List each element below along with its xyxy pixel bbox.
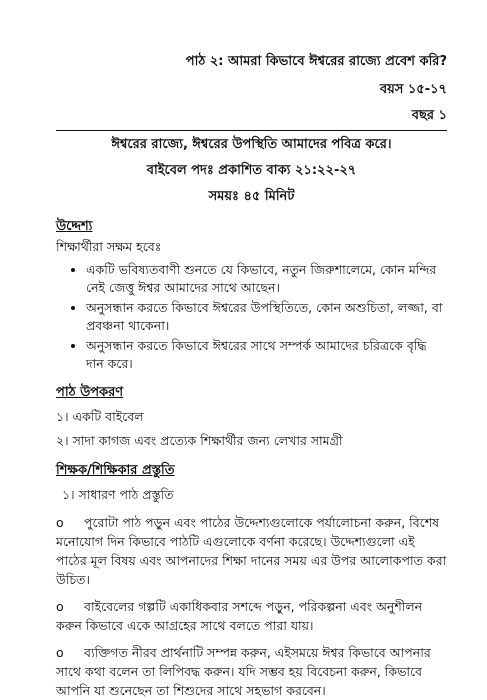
hollow-bullet-icon: o bbox=[56, 515, 64, 530]
preparation-step bbox=[56, 513, 447, 589]
preparation-step-text: বাইবেলের গল্পটি একাধিকবার সশব্দে পড়ুন, পরিকল্পনা এবং অনুশীলন করুন কিভাবে একে আগ্রহের সাথে বলতে পারা যায়। bbox=[56, 599, 423, 633]
objectives-list bbox=[56, 261, 447, 373]
objectives-intro: শিক্ষার্থীরা সক্ষম হবেঃ bbox=[56, 239, 162, 254]
material-item: ১। একটি বাইবেল bbox=[56, 409, 144, 424]
objective-item: • অনুসন্ধান করতে কিভাবে ঈশ্বরের উপস্থিতিতে, কোন অশুচিতা, লজ্জা, বা প্রবঞ্চনা থাকেনা। bbox=[86, 299, 447, 335]
lesson-duration: সময়ঃ ৪৫ মিনিট bbox=[208, 189, 295, 204]
preparation-step-text: ব্যক্তিগত নীরব প্রার্থনাটি সম্পন্ন করুন, এইসময়ে ঈশ্বর কিভাবে আপনার সাথে কথা বলেন তা লিপিবদ্ধ করুন। যদি সম্ভব হয় বিবেচনা করুন, কিভাবে আপনি যা শুনেছেন তা শিশুদের সাথে সহভাগ করবেন। bbox=[56, 645, 431, 698]
preparation-step bbox=[56, 597, 447, 635]
preparation-heading: শিক্ষক/শিক্ষিকার প্রস্তুতি bbox=[56, 463, 175, 478]
header-divider bbox=[56, 130, 447, 131]
materials-heading: পাঠ উপকরণ bbox=[56, 385, 124, 400]
preparation-step bbox=[56, 643, 447, 700]
preparation-subheading: ১। সাধারণ পাঠ প্রস্তুতি bbox=[62, 487, 174, 502]
hollow-bullet-icon: o bbox=[56, 599, 64, 614]
objective-item: • অনুসন্ধান করতে কিভাবে ঈশ্বরের সাথে সম্পর্ক আমাদের চরিত্রকে বৃদ্ধি দান করে। bbox=[86, 337, 447, 373]
material-item: ২। সাদা কাগজ এবং প্রত্যেক শিক্ষার্থীর জন্য লেখার সামগ্রী bbox=[56, 433, 343, 448]
objective-item: • একটি ভবিষ্যতবাণী শুনতে যে কিভাবে, নতুন জিরুশালেমে, কোন মন্দির নেই জেত্তু ঈশ্বর আমাদের সাথে আছেন। bbox=[86, 261, 447, 297]
hollow-bullet-icon: o bbox=[56, 645, 64, 660]
age-range: বয়স ১৫-১৭ bbox=[379, 82, 447, 97]
year-label: বছর ১ bbox=[411, 108, 447, 123]
bible-passage: বাইবেল পদঃ প্রকাশিত বাক্য ২১:২২-২৭ bbox=[146, 163, 357, 178]
preparation-step-text: পুরোটা পাঠ পড়ুন এবং পাঠের উদ্দেশ্যগুলোকে পর্যালোচনা করুন, বিশেষ মনোযোগ দিন কিভাবে পাঠটি এগুলোকে বর্ণনা করেছে। উদ্দেশ্যগুলো এই পাঠের মূল বিষয় এবং আপনাদের শিক্ষা দানের সময় এর উপর আলোকপাত করা উচিত। bbox=[56, 515, 447, 587]
lesson-theme: ঈশ্বরের রাজ্যে, ঈশ্বরের উপস্থিতি আমাদের পবিত্র করে। bbox=[111, 137, 392, 152]
objectives-heading: উদ্দেশ্য bbox=[56, 219, 93, 234]
lesson-title: পাঠ ২: আমরা কিভাবে ঈশ্বরের রাজ্যে প্রবেশ করি? bbox=[185, 54, 447, 69]
